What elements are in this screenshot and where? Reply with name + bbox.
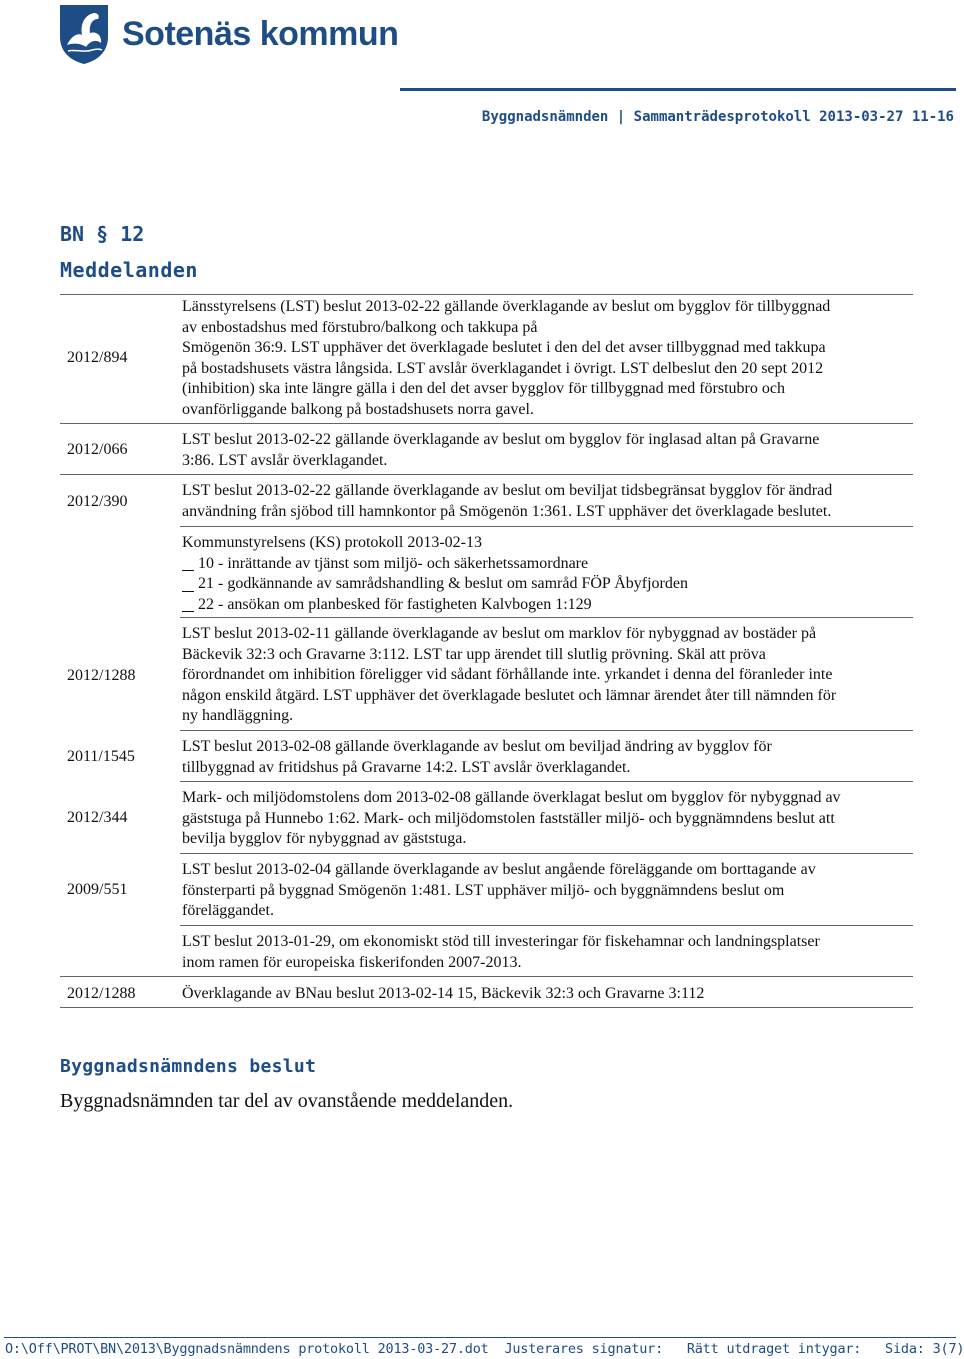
item-text [182, 481, 912, 522]
item-line: av enbostadshus med förstubro/balkong och takkupa på [182, 318, 538, 336]
footer-divider [4, 1337, 956, 1338]
item-line: på bostadshusets västra långsida. LST avslår överklagandet i övrigt. LST delbeslut den 20 sept 2012 [182, 359, 824, 377]
table-divider [60, 294, 913, 295]
decision-text: Byggnadsnämnden tar del av ovanstående meddelanden. [60, 1090, 514, 1112]
footer-file-path: O:\Off\PROT\BN\2013\Byggnadsnämndens protokoll 2013-03-27.dot [5, 1341, 489, 1357]
footer-page-number: 3(7) [932, 1341, 964, 1357]
item-text [182, 984, 912, 1005]
case-number: 2012/1288 [67, 985, 136, 1002]
item-line: bevilja bygglov för nybyggnad av gäststuga. [182, 830, 467, 847]
item-line: LST beslut 2013-01-29, om ekonomiskt stöd till investeringar för fiskehamnar och landningsplatser [182, 933, 820, 950]
header-pages: 11-16 [911, 109, 954, 125]
case-number: 2012/066 [67, 441, 128, 458]
table-divider [60, 976, 913, 977]
section-title: Meddelanden [60, 258, 198, 282]
table-divider [180, 853, 913, 854]
item-line: LST beslut 2013-02-04 gällande överklagande av beslut angående föreläggande om borttagande av [182, 861, 816, 878]
item-text [182, 297, 912, 420]
item-text [182, 533, 912, 615]
item-line: LST beslut 2013-02-11 gällande överklagande av beslut om marklov för nybyggnad av bostäder på [182, 625, 817, 642]
item-line: LST beslut 2013-02-22 gällande överklagande av beslut om bygglov för inglasad altan på Gravarne [182, 431, 820, 448]
item-line: förordnandet om inhibition föreligger vid sådant förhållande inte. yrkandet i denna del föranleder inte [182, 666, 833, 683]
case-number: 2012/894 [67, 349, 128, 366]
item-line: Mark- och miljödomstolens dom 2013-02-08 gällande överklagat beslut om bygglov för nybyggnad av [182, 789, 841, 806]
table-divider [60, 474, 913, 475]
item-text [182, 624, 912, 727]
item-line: Bäckevik 32:3 och Gravarne 3:112. LST tar upp ärendet till slutlig prövning. Skäl att pröva [182, 645, 766, 663]
item-line: Kommunstyrelsens (KS) protokoll 2013-02-13 [182, 534, 482, 551]
footer-extract-label: Rätt utdraget intygar: [686, 1341, 862, 1357]
case-number: 2012/390 [67, 493, 128, 510]
case-number: 2012/1288 [67, 667, 136, 684]
item-line: (inhibition) ska inte längre gälla i den del det avser bygglov för tillbyggnad med förstubro och [182, 380, 785, 397]
item-line: föreläggandet. [182, 902, 274, 919]
header-document-type: Sammanträdesprotokoll [633, 109, 811, 125]
header-date: 2013-03-27 [819, 109, 904, 125]
item-line: LST beslut 2013-02-22 gällande överklagande av beslut om beviljat tidsbegränsat bygglov för ändrad [182, 482, 833, 499]
section-code: BN § 12 [60, 222, 145, 246]
page-footer [5, 1341, 964, 1357]
item-line: gäststuga på Hunnebo 1:62. Mark- och miljödomstolen fastställer miljö- och byggnämndens beslut att [182, 809, 835, 827]
municipal-shield-icon [58, 3, 110, 65]
item-text [182, 737, 912, 778]
footer-signature-label: Justerares signatur: [504, 1341, 664, 1357]
item-line: Länsstyrelsens (LST) beslut 2013-02-22 gällande överklagande av beslut om bygglov för tillbyggnad [182, 298, 831, 315]
item-line: Smögenön 36:9. LST upphäver det överklagade beslutet i den del det avser tillbyggnad med takkupa [182, 339, 826, 356]
table-divider [180, 730, 913, 731]
item-text [182, 430, 912, 471]
table-divider [180, 526, 913, 527]
footer-page-label: Sida: [885, 1341, 925, 1357]
item-line: tillbyggnad av fritidshus på Gravarne 14:2. LST avslår överklagandet. [182, 758, 631, 776]
table-divider [180, 925, 913, 926]
case-number: 2012/344 [67, 809, 128, 826]
org-name: Sotenäs kommun [122, 14, 399, 53]
org-logo [58, 3, 398, 65]
document-header: Byggnadsnämnden | Sammanträdesprotokoll 2013-03-27 11-16 [481, 109, 954, 125]
item-line: någon enskild åtgärd. LST upphäver det överklagade beslutet och lämnar ärendet åter till nämnden för [182, 686, 837, 704]
table-divider [60, 423, 913, 424]
sub-item: 22 - ansökan om planbesked för fastigheten Kalvbogen 1:129 [182, 595, 912, 616]
item-line: fönsterparti på byggnad Smögenön 1:481. LST upphäver miljö- och byggnämndens beslut om [182, 881, 785, 899]
header-divider [400, 88, 956, 91]
item-line: Överklagande av BNau beslut 2013-02-14 15, Bäckevik 32:3 och Gravarne 3:112 [182, 985, 705, 1002]
item-text [182, 788, 912, 850]
item-line: användning från sjöbod till hamnkontor på Smögenön 1:361. LST upphäver det överklagade beslutet. [182, 502, 832, 520]
item-line: inom ramen för europeiska fiskerifonden 2007-2013. [182, 953, 522, 971]
sub-item: 21 - godkännande av samrådshandling & beslut om samråd FÖP Åbyfjorden [182, 574, 912, 595]
item-line: LST beslut 2013-02-08 gällande överklagande av beslut om beviljad ändring av bygglov för [182, 738, 772, 755]
item-text [182, 860, 912, 922]
decision-heading: Byggnadsnämndens beslut [60, 1056, 317, 1077]
table-divider [180, 781, 913, 782]
table-divider [60, 1007, 913, 1008]
item-text [182, 932, 912, 973]
table-divider [180, 617, 913, 618]
sub-item: 10 - inrättande av tjänst som miljö- och säkerhetssamordnare [182, 554, 912, 575]
case-number: 2011/1545 [67, 748, 135, 765]
case-number: 2009/551 [67, 881, 128, 898]
item-line: ovanförliggande balkong på bostadshusets norra gavel. [182, 400, 534, 418]
item-line: ny handläggning. [182, 707, 294, 724]
item-line: 3:86. LST avslår överklagandet. [182, 451, 388, 469]
header-committee: Byggnadsnämnden [481, 109, 609, 125]
